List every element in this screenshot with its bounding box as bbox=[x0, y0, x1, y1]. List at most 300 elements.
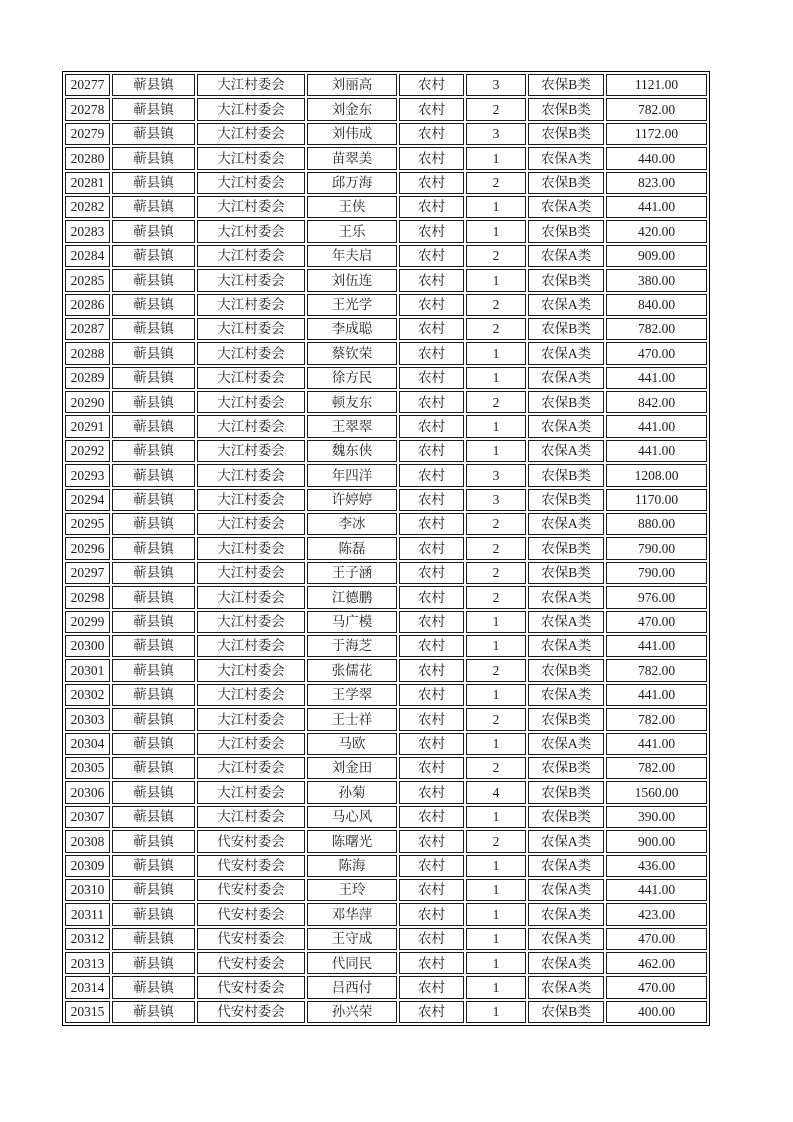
cell-insurance-type: 农保A类 bbox=[528, 684, 604, 706]
cell-insurance-type: 农保B类 bbox=[528, 318, 604, 340]
cell-serial-number: 20295 bbox=[65, 513, 110, 535]
cell-insurance-type: 农保B类 bbox=[528, 708, 604, 730]
cell-household-category: 农村 bbox=[399, 415, 464, 437]
cell-amount: 470.00 bbox=[606, 976, 707, 998]
cell-serial-number: 20315 bbox=[65, 1001, 110, 1023]
cell-town: 蕲县镇 bbox=[112, 903, 195, 925]
cell-village-committee: 大江村委会 bbox=[197, 294, 305, 316]
table-row bbox=[65, 440, 707, 462]
cell-town: 蕲县镇 bbox=[112, 489, 195, 511]
cell-insurance-type: 农保A类 bbox=[528, 611, 604, 633]
cell-town: 蕲县镇 bbox=[112, 245, 195, 267]
cell-amount: 1208.00 bbox=[606, 464, 707, 486]
cell-household-category: 农村 bbox=[399, 440, 464, 462]
cell-amount: 1170.00 bbox=[606, 489, 707, 511]
cell-insurance-type: 农保B类 bbox=[528, 806, 604, 828]
cell-person-count: 1 bbox=[466, 928, 526, 950]
cell-insurance-type: 农保A类 bbox=[528, 976, 604, 998]
cell-amount: 441.00 bbox=[606, 367, 707, 389]
cell-household-category: 农村 bbox=[399, 952, 464, 974]
table-row bbox=[65, 879, 707, 901]
cell-village-committee: 大江村委会 bbox=[197, 123, 305, 145]
cell-person-count: 1 bbox=[466, 952, 526, 974]
cell-amount: 441.00 bbox=[606, 879, 707, 901]
cell-amount: 909.00 bbox=[606, 245, 707, 267]
cell-person-count: 2 bbox=[466, 513, 526, 535]
cell-serial-number: 20293 bbox=[65, 464, 110, 486]
cell-person-name: 孙兴荣 bbox=[307, 1001, 397, 1023]
cell-village-committee: 大江村委会 bbox=[197, 245, 305, 267]
cell-serial-number: 20282 bbox=[65, 196, 110, 218]
table-row bbox=[65, 586, 707, 608]
cell-serial-number: 20292 bbox=[65, 440, 110, 462]
cell-town: 蕲县镇 bbox=[112, 318, 195, 340]
cell-person-name: 王乐 bbox=[307, 220, 397, 242]
cell-serial-number: 20312 bbox=[65, 928, 110, 950]
cell-amount: 436.00 bbox=[606, 855, 707, 877]
cell-person-name: 王翠翠 bbox=[307, 415, 397, 437]
cell-village-committee: 大江村委会 bbox=[197, 147, 305, 169]
cell-village-committee: 大江村委会 bbox=[197, 415, 305, 437]
cell-amount: 423.00 bbox=[606, 903, 707, 925]
table-row bbox=[65, 245, 707, 267]
cell-person-name: 王侠 bbox=[307, 196, 397, 218]
cell-insurance-type: 农保B类 bbox=[528, 757, 604, 779]
cell-amount: 782.00 bbox=[606, 708, 707, 730]
cell-person-count: 1 bbox=[466, 684, 526, 706]
cell-town: 蕲县镇 bbox=[112, 879, 195, 901]
cell-town: 蕲县镇 bbox=[112, 757, 195, 779]
cell-serial-number: 20283 bbox=[65, 220, 110, 242]
cell-person-name: 陈海 bbox=[307, 855, 397, 877]
cell-person-count: 2 bbox=[466, 708, 526, 730]
table-row bbox=[65, 684, 707, 706]
cell-household-category: 农村 bbox=[399, 855, 464, 877]
cell-amount: 823.00 bbox=[606, 172, 707, 194]
cell-insurance-type: 农保B类 bbox=[528, 391, 604, 413]
cell-person-count: 1 bbox=[466, 147, 526, 169]
cell-village-committee: 大江村委会 bbox=[197, 74, 305, 96]
cell-village-committee: 代安村委会 bbox=[197, 976, 305, 998]
table-row bbox=[65, 537, 707, 559]
table-row bbox=[65, 147, 707, 169]
cell-serial-number: 20305 bbox=[65, 757, 110, 779]
table-row bbox=[65, 513, 707, 535]
cell-village-committee: 大江村委会 bbox=[197, 464, 305, 486]
cell-household-category: 农村 bbox=[399, 391, 464, 413]
cell-amount: 441.00 bbox=[606, 196, 707, 218]
cell-insurance-type: 农保A类 bbox=[528, 513, 604, 535]
cell-amount: 380.00 bbox=[606, 269, 707, 291]
cell-insurance-type: 农保B类 bbox=[528, 464, 604, 486]
table-row bbox=[65, 74, 707, 96]
cell-insurance-type: 农保B类 bbox=[528, 781, 604, 803]
cell-town: 蕲县镇 bbox=[112, 976, 195, 998]
cell-town: 蕲县镇 bbox=[112, 294, 195, 316]
table-row bbox=[65, 562, 707, 584]
cell-household-category: 农村 bbox=[399, 74, 464, 96]
cell-person-count: 3 bbox=[466, 489, 526, 511]
cell-town: 蕲县镇 bbox=[112, 855, 195, 877]
spreadsheet-table bbox=[62, 71, 710, 1026]
cell-household-category: 农村 bbox=[399, 757, 464, 779]
cell-insurance-type: 农保A类 bbox=[528, 440, 604, 462]
cell-town: 蕲县镇 bbox=[112, 342, 195, 364]
cell-insurance-type: 农保A类 bbox=[528, 147, 604, 169]
cell-village-committee: 大江村委会 bbox=[197, 757, 305, 779]
cell-serial-number: 20306 bbox=[65, 781, 110, 803]
cell-person-name: 王玲 bbox=[307, 879, 397, 901]
cell-village-committee: 代安村委会 bbox=[197, 1001, 305, 1023]
cell-village-committee: 大江村委会 bbox=[197, 537, 305, 559]
cell-person-count: 2 bbox=[466, 562, 526, 584]
cell-amount: 441.00 bbox=[606, 440, 707, 462]
cell-town: 蕲县镇 bbox=[112, 440, 195, 462]
cell-household-category: 农村 bbox=[399, 196, 464, 218]
cell-village-committee: 大江村委会 bbox=[197, 342, 305, 364]
cell-village-committee: 大江村委会 bbox=[197, 684, 305, 706]
cell-household-category: 农村 bbox=[399, 733, 464, 755]
cell-person-name: 年夫启 bbox=[307, 245, 397, 267]
cell-town: 蕲县镇 bbox=[112, 391, 195, 413]
cell-amount: 390.00 bbox=[606, 806, 707, 828]
cell-household-category: 农村 bbox=[399, 147, 464, 169]
cell-serial-number: 20290 bbox=[65, 391, 110, 413]
cell-person-count: 3 bbox=[466, 74, 526, 96]
cell-serial-number: 20309 bbox=[65, 855, 110, 877]
cell-household-category: 农村 bbox=[399, 123, 464, 145]
cell-insurance-type: 农保B类 bbox=[528, 74, 604, 96]
cell-person-count: 1 bbox=[466, 440, 526, 462]
cell-amount: 1121.00 bbox=[606, 74, 707, 96]
cell-village-committee: 大江村委会 bbox=[197, 269, 305, 291]
table-row bbox=[65, 196, 707, 218]
cell-person-count: 4 bbox=[466, 781, 526, 803]
table-row bbox=[65, 806, 707, 828]
cell-household-category: 农村 bbox=[399, 659, 464, 681]
cell-serial-number: 20294 bbox=[65, 489, 110, 511]
cell-village-committee: 代安村委会 bbox=[197, 952, 305, 974]
cell-person-name: 邓华萍 bbox=[307, 903, 397, 925]
cell-person-name: 许婷婷 bbox=[307, 489, 397, 511]
table-row bbox=[65, 976, 707, 998]
cell-household-category: 农村 bbox=[399, 489, 464, 511]
cell-household-category: 农村 bbox=[399, 684, 464, 706]
cell-insurance-type: 农保A类 bbox=[528, 855, 604, 877]
cell-town: 蕲县镇 bbox=[112, 781, 195, 803]
table-body bbox=[65, 74, 707, 1023]
cell-town: 蕲县镇 bbox=[112, 684, 195, 706]
cell-town: 蕲县镇 bbox=[112, 98, 195, 120]
cell-person-name: 代同民 bbox=[307, 952, 397, 974]
cell-person-name: 刘伟成 bbox=[307, 123, 397, 145]
cell-village-committee: 大江村委会 bbox=[197, 172, 305, 194]
cell-serial-number: 20313 bbox=[65, 952, 110, 974]
cell-household-category: 农村 bbox=[399, 513, 464, 535]
cell-household-category: 农村 bbox=[399, 976, 464, 998]
cell-serial-number: 20307 bbox=[65, 806, 110, 828]
cell-person-name: 顿友东 bbox=[307, 391, 397, 413]
cell-household-category: 农村 bbox=[399, 928, 464, 950]
table-row bbox=[65, 415, 707, 437]
cell-household-category: 农村 bbox=[399, 562, 464, 584]
cell-village-committee: 大江村委会 bbox=[197, 708, 305, 730]
cell-serial-number: 20300 bbox=[65, 635, 110, 657]
cell-town: 蕲县镇 bbox=[112, 708, 195, 730]
table-row bbox=[65, 367, 707, 389]
cell-amount: 440.00 bbox=[606, 147, 707, 169]
cell-village-committee: 大江村委会 bbox=[197, 220, 305, 242]
cell-insurance-type: 农保B类 bbox=[528, 489, 604, 511]
cell-household-category: 农村 bbox=[399, 1001, 464, 1023]
cell-amount: 441.00 bbox=[606, 684, 707, 706]
cell-person-count: 1 bbox=[466, 367, 526, 389]
cell-serial-number: 20285 bbox=[65, 269, 110, 291]
table-row bbox=[65, 733, 707, 755]
cell-insurance-type: 农保A类 bbox=[528, 367, 604, 389]
cell-town: 蕲县镇 bbox=[112, 172, 195, 194]
cell-person-name: 刘金田 bbox=[307, 757, 397, 779]
cell-village-committee: 大江村委会 bbox=[197, 318, 305, 340]
cell-household-category: 农村 bbox=[399, 903, 464, 925]
cell-insurance-type: 农保A类 bbox=[528, 879, 604, 901]
cell-village-committee: 大江村委会 bbox=[197, 659, 305, 681]
table-row bbox=[65, 464, 707, 486]
cell-town: 蕲县镇 bbox=[112, 123, 195, 145]
cell-household-category: 农村 bbox=[399, 830, 464, 852]
cell-serial-number: 20311 bbox=[65, 903, 110, 925]
cell-person-name: 邱万海 bbox=[307, 172, 397, 194]
cell-amount: 900.00 bbox=[606, 830, 707, 852]
cell-town: 蕲县镇 bbox=[112, 952, 195, 974]
cell-household-category: 农村 bbox=[399, 464, 464, 486]
cell-serial-number: 20279 bbox=[65, 123, 110, 145]
cell-person-name: 苗翠美 bbox=[307, 147, 397, 169]
cell-person-name: 王士祥 bbox=[307, 708, 397, 730]
cell-household-category: 农村 bbox=[399, 318, 464, 340]
cell-person-name: 徐方民 bbox=[307, 367, 397, 389]
cell-insurance-type: 农保B类 bbox=[528, 98, 604, 120]
cell-town: 蕲县镇 bbox=[112, 1001, 195, 1023]
cell-town: 蕲县镇 bbox=[112, 367, 195, 389]
cell-person-count: 2 bbox=[466, 98, 526, 120]
table-row bbox=[65, 757, 707, 779]
cell-household-category: 农村 bbox=[399, 586, 464, 608]
cell-person-count: 1 bbox=[466, 611, 526, 633]
cell-serial-number: 20296 bbox=[65, 537, 110, 559]
cell-person-name: 王守成 bbox=[307, 928, 397, 950]
cell-household-category: 农村 bbox=[399, 294, 464, 316]
cell-household-category: 农村 bbox=[399, 879, 464, 901]
table-row bbox=[65, 952, 707, 974]
cell-amount: 441.00 bbox=[606, 635, 707, 657]
table-row bbox=[65, 1001, 707, 1023]
cell-person-count: 1 bbox=[466, 855, 526, 877]
cell-village-committee: 大江村委会 bbox=[197, 611, 305, 633]
cell-household-category: 农村 bbox=[399, 781, 464, 803]
cell-person-name: 陈曙光 bbox=[307, 830, 397, 852]
table-row bbox=[65, 855, 707, 877]
cell-insurance-type: 农保B类 bbox=[528, 172, 604, 194]
cell-amount: 782.00 bbox=[606, 757, 707, 779]
cell-amount: 976.00 bbox=[606, 586, 707, 608]
cell-insurance-type: 农保A类 bbox=[528, 415, 604, 437]
cell-serial-number: 20297 bbox=[65, 562, 110, 584]
cell-person-count: 2 bbox=[466, 391, 526, 413]
table-row bbox=[65, 928, 707, 950]
cell-household-category: 农村 bbox=[399, 269, 464, 291]
cell-town: 蕲县镇 bbox=[112, 537, 195, 559]
cell-person-name: 王光学 bbox=[307, 294, 397, 316]
cell-household-category: 农村 bbox=[399, 806, 464, 828]
cell-village-committee: 大江村委会 bbox=[197, 440, 305, 462]
cell-town: 蕲县镇 bbox=[112, 635, 195, 657]
cell-serial-number: 20287 bbox=[65, 318, 110, 340]
cell-person-name: 蔡钦荣 bbox=[307, 342, 397, 364]
cell-insurance-type: 农保B类 bbox=[528, 1001, 604, 1023]
cell-serial-number: 20289 bbox=[65, 367, 110, 389]
cell-town: 蕲县镇 bbox=[112, 464, 195, 486]
cell-person-count: 2 bbox=[466, 757, 526, 779]
cell-household-category: 农村 bbox=[399, 98, 464, 120]
cell-amount: 842.00 bbox=[606, 391, 707, 413]
cell-amount: 782.00 bbox=[606, 98, 707, 120]
table-row bbox=[65, 489, 707, 511]
cell-serial-number: 20278 bbox=[65, 98, 110, 120]
cell-amount: 880.00 bbox=[606, 513, 707, 535]
cell-village-committee: 大江村委会 bbox=[197, 781, 305, 803]
cell-insurance-type: 农保B类 bbox=[528, 123, 604, 145]
cell-amount: 462.00 bbox=[606, 952, 707, 974]
cell-person-name: 刘丽高 bbox=[307, 74, 397, 96]
cell-village-committee: 大江村委会 bbox=[197, 586, 305, 608]
cell-person-count: 3 bbox=[466, 123, 526, 145]
cell-person-count: 1 bbox=[466, 903, 526, 925]
cell-amount: 470.00 bbox=[606, 342, 707, 364]
cell-village-committee: 代安村委会 bbox=[197, 903, 305, 925]
table-row bbox=[65, 635, 707, 657]
cell-household-category: 农村 bbox=[399, 708, 464, 730]
table-row bbox=[65, 708, 707, 730]
cell-person-name: 马广模 bbox=[307, 611, 397, 633]
cell-person-name: 马心风 bbox=[307, 806, 397, 828]
table-row bbox=[65, 611, 707, 633]
cell-insurance-type: 农保B类 bbox=[528, 537, 604, 559]
cell-person-count: 2 bbox=[466, 830, 526, 852]
cell-serial-number: 20301 bbox=[65, 659, 110, 681]
cell-person-name: 孙菊 bbox=[307, 781, 397, 803]
cell-village-committee: 代安村委会 bbox=[197, 879, 305, 901]
cell-serial-number: 20310 bbox=[65, 879, 110, 901]
cell-person-name: 吕西付 bbox=[307, 976, 397, 998]
cell-town: 蕲县镇 bbox=[112, 415, 195, 437]
cell-insurance-type: 农保A类 bbox=[528, 830, 604, 852]
cell-household-category: 农村 bbox=[399, 635, 464, 657]
cell-household-category: 农村 bbox=[399, 172, 464, 194]
cell-person-name: 马欧 bbox=[307, 733, 397, 755]
table-row bbox=[65, 342, 707, 364]
cell-person-count: 2 bbox=[466, 318, 526, 340]
cell-insurance-type: 农保A类 bbox=[528, 903, 604, 925]
cell-town: 蕲县镇 bbox=[112, 586, 195, 608]
cell-amount: 790.00 bbox=[606, 537, 707, 559]
cell-household-category: 农村 bbox=[399, 367, 464, 389]
cell-village-committee: 大江村委会 bbox=[197, 562, 305, 584]
cell-insurance-type: 农保A类 bbox=[528, 245, 604, 267]
table-row bbox=[65, 903, 707, 925]
cell-amount: 420.00 bbox=[606, 220, 707, 242]
cell-household-category: 农村 bbox=[399, 537, 464, 559]
cell-town: 蕲县镇 bbox=[112, 74, 195, 96]
cell-town: 蕲县镇 bbox=[112, 659, 195, 681]
cell-town: 蕲县镇 bbox=[112, 220, 195, 242]
cell-amount: 782.00 bbox=[606, 318, 707, 340]
cell-person-name: 李冰 bbox=[307, 513, 397, 535]
cell-person-count: 2 bbox=[466, 537, 526, 559]
cell-amount: 1172.00 bbox=[606, 123, 707, 145]
cell-amount: 470.00 bbox=[606, 611, 707, 633]
cell-serial-number: 20288 bbox=[65, 342, 110, 364]
cell-insurance-type: 农保A类 bbox=[528, 586, 604, 608]
cell-person-count: 1 bbox=[466, 879, 526, 901]
cell-amount: 840.00 bbox=[606, 294, 707, 316]
cell-insurance-type: 农保A类 bbox=[528, 733, 604, 755]
cell-serial-number: 20291 bbox=[65, 415, 110, 437]
cell-person-count: 2 bbox=[466, 294, 526, 316]
cell-serial-number: 20299 bbox=[65, 611, 110, 633]
cell-serial-number: 20298 bbox=[65, 586, 110, 608]
cell-town: 蕲县镇 bbox=[112, 928, 195, 950]
cell-village-committee: 大江村委会 bbox=[197, 806, 305, 828]
cell-town: 蕲县镇 bbox=[112, 562, 195, 584]
cell-person-count: 1 bbox=[466, 220, 526, 242]
cell-amount: 441.00 bbox=[606, 415, 707, 437]
cell-serial-number: 20280 bbox=[65, 147, 110, 169]
cell-person-name: 刘金东 bbox=[307, 98, 397, 120]
table-row bbox=[65, 269, 707, 291]
cell-person-name: 江德鹏 bbox=[307, 586, 397, 608]
cell-serial-number: 20304 bbox=[65, 733, 110, 755]
cell-town: 蕲县镇 bbox=[112, 733, 195, 755]
cell-village-committee: 代安村委会 bbox=[197, 855, 305, 877]
cell-amount: 782.00 bbox=[606, 659, 707, 681]
table-row bbox=[65, 172, 707, 194]
cell-amount: 441.00 bbox=[606, 733, 707, 755]
cell-amount: 470.00 bbox=[606, 928, 707, 950]
cell-insurance-type: 农保B类 bbox=[528, 562, 604, 584]
cell-village-committee: 大江村委会 bbox=[197, 98, 305, 120]
cell-person-count: 2 bbox=[466, 245, 526, 267]
cell-town: 蕲县镇 bbox=[112, 147, 195, 169]
cell-person-name: 张儒花 bbox=[307, 659, 397, 681]
cell-insurance-type: 农保A类 bbox=[528, 196, 604, 218]
cell-insurance-type: 农保A类 bbox=[528, 294, 604, 316]
table-row bbox=[65, 781, 707, 803]
cell-person-name: 于海芝 bbox=[307, 635, 397, 657]
cell-person-count: 1 bbox=[466, 342, 526, 364]
cell-village-committee: 代安村委会 bbox=[197, 928, 305, 950]
cell-person-name: 刘伍连 bbox=[307, 269, 397, 291]
table-row bbox=[65, 830, 707, 852]
cell-town: 蕲县镇 bbox=[112, 196, 195, 218]
cell-person-count: 1 bbox=[466, 806, 526, 828]
cell-person-name: 李成聪 bbox=[307, 318, 397, 340]
cell-household-category: 农村 bbox=[399, 245, 464, 267]
cell-town: 蕲县镇 bbox=[112, 269, 195, 291]
cell-person-count: 1 bbox=[466, 196, 526, 218]
cell-insurance-type: 农保B类 bbox=[528, 269, 604, 291]
cell-serial-number: 20281 bbox=[65, 172, 110, 194]
